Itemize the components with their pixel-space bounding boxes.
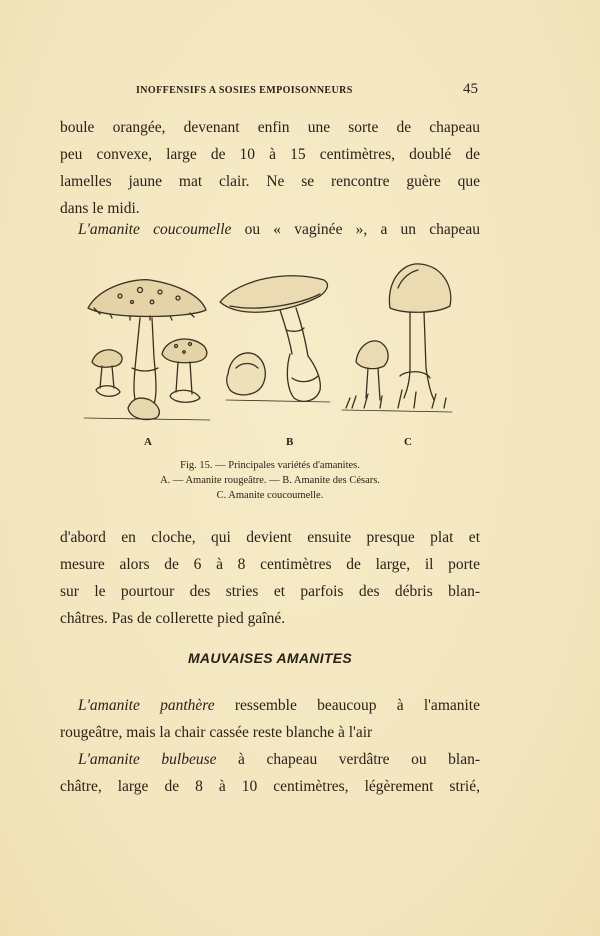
text-run: ou « vaginée », a un chapeau — [231, 221, 481, 238]
paragraph-bulbeuse — [60, 746, 480, 800]
text-line: mesure alors de 6 à 8 centimètres de large, il porte — [60, 556, 480, 573]
paragraph-description — [60, 524, 480, 632]
text-line: rougeâtre, mais la chair cassée reste blanche à l'air — [60, 724, 373, 741]
species-name: L'amanite panthère — [78, 697, 215, 714]
figure-label-b: B — [286, 436, 294, 448]
text-run: ressemble beaucoup à l'amanite — [214, 697, 480, 714]
mushroom-illustration — [80, 258, 460, 458]
paragraph-continuation — [60, 114, 480, 222]
text-line: dans le midi. — [60, 200, 140, 217]
figure-label-a: A — [144, 436, 152, 448]
figure-labels — [60, 436, 480, 452]
running-head — [60, 83, 480, 101]
text-line: châtre, large de 8 à 10 centimètres, légèrement strié, — [60, 778, 480, 795]
text-line: peu convexe, large de 10 à 15 centimètres, doublé de — [60, 146, 480, 163]
caption-line: C. Amanite coucoumelle. — [216, 490, 324, 501]
mushroom-b-illustration — [220, 276, 330, 402]
paragraph-coucoumelle — [60, 216, 480, 243]
running-title: INOFFENSIFS A SOSIES EMPOISONNEURS — [136, 85, 353, 96]
page-number: 45 — [463, 81, 478, 97]
figure-caption — [60, 458, 480, 503]
text-line: boule orangée, devenant enfin une sorte de chapeau — [60, 119, 480, 136]
text-line: sur le pourtour des stries et parfois des débris blan- — [60, 583, 480, 600]
text-line — [60, 216, 480, 243]
species-name: L'amanite coucoumelle — [78, 221, 232, 238]
text-line: d'abord en cloche, qui devient ensuite presque plat et — [60, 529, 480, 546]
text-line: châtres. Pas de collerette pied gaîné. — [60, 610, 286, 627]
caption-line: Fig. 15. — Principales variétés d'amanites. — [180, 460, 360, 471]
species-name: L'amanite bulbeuse — [78, 751, 217, 768]
mushroom-c-illustration — [342, 264, 452, 412]
figure-label-c: C — [404, 436, 412, 448]
caption-line: A. — Amanite rougeâtre. — B. Amanite des Césars. — [160, 475, 380, 486]
text-run: à chapeau verdâtre ou blan- — [216, 751, 480, 768]
mushroom-a-illustration — [84, 280, 210, 420]
text-line — [60, 746, 480, 773]
section-title: MAUVAISES AMANITES — [187, 650, 353, 666]
paragraph-panthere — [60, 692, 480, 746]
text-line — [60, 692, 480, 719]
text-line: lamelles jaune mat clair. Ne se rencontre guère que — [60, 173, 480, 190]
